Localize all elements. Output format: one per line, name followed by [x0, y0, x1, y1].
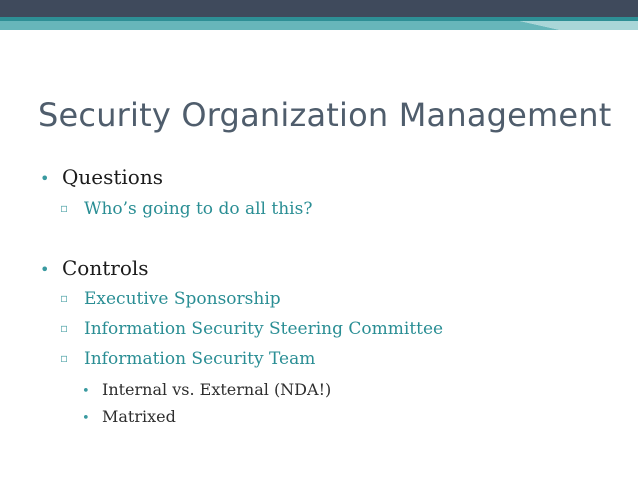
sub-sub-bullet-matrixed: [82, 407, 176, 426]
bullet-dot-icon: •: [82, 384, 90, 399]
square-bullet-icon: ▫: [60, 201, 69, 215]
bullet-dot-icon: •: [82, 411, 90, 426]
slide-title: Security Organization Management: [38, 96, 612, 134]
sub-bullet-security-team: [60, 349, 315, 369]
square-bullet-icon: ▫: [60, 321, 69, 335]
bullet-controls: [40, 256, 149, 280]
sub-sub-bullet-label: Matrixed: [102, 407, 176, 426]
sub-bullet-whos-going: [60, 199, 312, 219]
bullet-label: Questions: [62, 165, 163, 189]
sub-sub-bullet-label: Internal vs. External (NDA!): [102, 380, 332, 399]
bullet-dot-icon: •: [40, 260, 50, 279]
sub-bullet-steering-committee: [60, 319, 443, 339]
square-bullet-icon: ▫: [60, 291, 69, 305]
bullet-label: Controls: [62, 256, 149, 280]
sub-bullet-label: Information Security Team: [84, 349, 316, 369]
bullet-questions: [40, 165, 163, 189]
sub-bullet-label: Information Security Steering Committee: [84, 319, 444, 339]
top-decorative-band: [0, 0, 638, 30]
bullet-dot-icon: •: [40, 169, 50, 188]
sub-sub-bullet-internal-external: [82, 380, 331, 399]
sub-bullet-executive-sponsorship: [60, 289, 281, 309]
square-bullet-icon: ▫: [60, 351, 69, 365]
sub-bullet-label: Who’s going to do all this?: [84, 199, 313, 219]
sub-bullet-label: Executive Sponsorship: [84, 289, 281, 309]
